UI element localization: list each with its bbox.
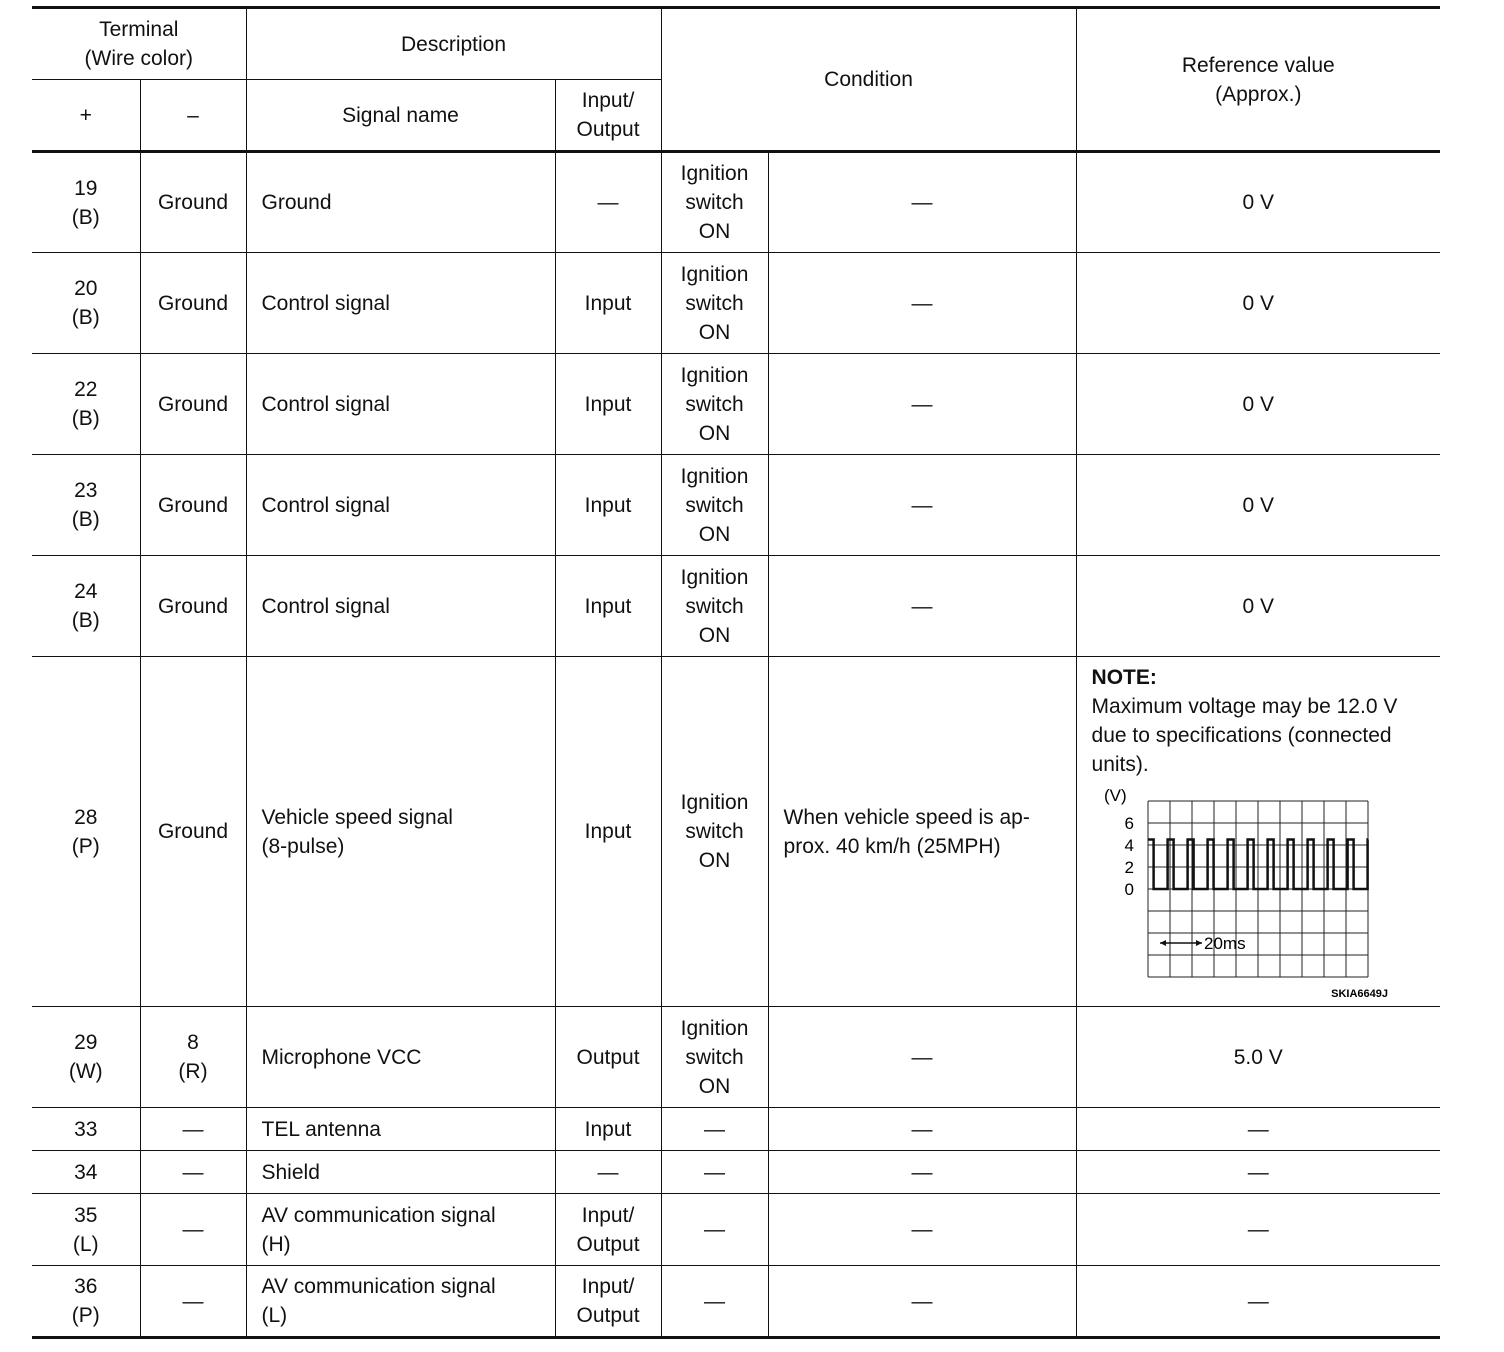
terminal-plus: 23 (B) — [32, 455, 140, 556]
signal-name: TEL antenna — [246, 1108, 555, 1151]
terminal-plus: 33 — [32, 1108, 140, 1151]
input-output: Input — [555, 1108, 661, 1151]
terminal-minus: Ground — [140, 657, 246, 1007]
signal-name: AV communication signal (H) — [246, 1194, 555, 1266]
signal-name: Ground — [246, 152, 555, 253]
reference-value: 0 V — [1076, 455, 1440, 556]
terminal-minus: Ground — [140, 455, 246, 556]
terminal-plus: 36 (P) — [32, 1266, 140, 1338]
reference-value: — — [1076, 1151, 1440, 1194]
reference-value: 0 V — [1076, 253, 1440, 354]
condition-switch: — — [661, 1266, 768, 1338]
waveform-figure — [1092, 785, 1392, 1005]
terminal-plus: 19 (B) — [32, 152, 140, 253]
input-output: Input — [555, 354, 661, 455]
signal-name: Microphone VCC — [246, 1007, 555, 1108]
signal-name: Shield — [246, 1151, 555, 1194]
reference-value: 0 V — [1076, 556, 1440, 657]
terminal-minus: Ground — [140, 354, 246, 455]
signal-name: Control signal — [246, 455, 555, 556]
input-output: — — [555, 152, 661, 253]
arrow-left-icon — [1160, 940, 1166, 946]
input-output: Input — [555, 556, 661, 657]
terminal-minus: Ground — [140, 253, 246, 354]
waveform-y-tick: 4 — [1124, 836, 1134, 855]
header-condition: Condition — [661, 8, 1076, 152]
reference-value: — — [1076, 1108, 1440, 1151]
terminal-plus: 29 (W) — [32, 1007, 140, 1108]
header-minus: – — [140, 80, 246, 152]
note-title: NOTE: — [1091, 666, 1157, 689]
condition-switch: Ignition switch ON — [661, 354, 768, 455]
input-output: Input — [555, 455, 661, 556]
input-output: Input — [555, 253, 661, 354]
condition-detail: — — [768, 556, 1076, 657]
signal-name: Vehicle speed signal (8-pulse) — [246, 657, 555, 1007]
terminal-reference-table — [32, 6, 1440, 1339]
table-row — [32, 354, 1440, 455]
input-output: — — [555, 1151, 661, 1194]
table-row — [32, 455, 1440, 556]
header-plus: + — [32, 80, 140, 152]
signal-name: AV communication signal (L) — [246, 1266, 555, 1338]
condition-detail: — — [768, 253, 1076, 354]
terminal-plus: 35 (L) — [32, 1194, 140, 1266]
terminal-plus: 22 (B) — [32, 354, 140, 455]
terminal-minus: — — [140, 1266, 246, 1338]
condition-detail: — — [768, 455, 1076, 556]
condition-detail: — — [768, 1108, 1076, 1151]
table-row — [32, 1108, 1440, 1151]
input-output: Output — [555, 1007, 661, 1108]
condition-detail: — — [768, 1151, 1076, 1194]
condition-detail: — — [768, 1194, 1076, 1266]
waveform-y-tick: 2 — [1124, 858, 1134, 877]
table-row — [32, 657, 1440, 1007]
time-span-label: 20ms — [1203, 934, 1246, 953]
reference-value: — — [1076, 1194, 1440, 1266]
header-description: Description — [246, 8, 661, 80]
reference-note-cell — [1076, 657, 1440, 1007]
condition-switch: Ignition switch ON — [661, 556, 768, 657]
condition-detail: — — [768, 1007, 1076, 1108]
condition-switch: Ignition switch ON — [661, 1007, 768, 1108]
condition-detail: — — [768, 152, 1076, 253]
header-reference-value: Reference value (Approx.) — [1076, 8, 1440, 152]
terminal-minus: — — [140, 1194, 246, 1266]
condition-switch: Ignition switch ON — [661, 253, 768, 354]
terminal-plus: 34 — [32, 1151, 140, 1194]
condition-detail: — — [768, 1266, 1076, 1338]
condition-switch: — — [661, 1194, 768, 1266]
reference-value: 0 V — [1076, 152, 1440, 253]
figure-id: SKIA6649J — [1330, 988, 1388, 1000]
terminal-plus: 24 (B) — [32, 556, 140, 657]
condition-switch: Ignition switch ON — [661, 455, 768, 556]
condition-detail: When vehicle speed is ap- prox. 40 km/h (25MPH) — [768, 657, 1076, 1007]
waveform-y-tick: 6 — [1124, 814, 1134, 833]
note-body: Maximum voltage may be 12.0 V due to specifications (connected units). — [1091, 695, 1398, 776]
reference-value: 0 V — [1076, 354, 1440, 455]
condition-switch: Ignition switch ON — [661, 657, 768, 1007]
input-output: Input/ Output — [555, 1266, 661, 1338]
reference-value: — — [1076, 1266, 1440, 1338]
input-output: Input — [555, 657, 661, 1007]
condition-detail: — — [768, 354, 1076, 455]
waveform-unit-label: (V) — [1103, 786, 1127, 805]
condition-switch: — — [661, 1151, 768, 1194]
terminal-plus: 20 (B) — [32, 253, 140, 354]
arrow-right-icon — [1196, 940, 1202, 946]
table-row — [32, 1266, 1440, 1338]
reference-value: 5.0 V — [1076, 1007, 1440, 1108]
input-output: Input/ Output — [555, 1194, 661, 1266]
header-signal-name: Signal name — [246, 80, 555, 152]
table-row — [32, 1194, 1440, 1266]
signal-name: Control signal — [246, 556, 555, 657]
condition-switch: — — [661, 1108, 768, 1151]
table-row — [32, 556, 1440, 657]
table-row — [32, 253, 1440, 354]
signal-name: Control signal — [246, 354, 555, 455]
terminal-minus: 8 (R) — [140, 1007, 246, 1108]
table-row — [32, 1151, 1440, 1194]
terminal-minus: — — [140, 1151, 246, 1194]
header-input-output: Input/ Output — [555, 80, 661, 152]
terminal-plus: 28 (P) — [32, 657, 140, 1007]
waveform-y-tick: 0 — [1124, 880, 1134, 899]
table-row — [32, 1007, 1440, 1108]
header-terminal: Terminal (Wire color) — [32, 8, 246, 80]
condition-switch: Ignition switch ON — [661, 152, 768, 253]
terminal-table-container — [32, 6, 1440, 1339]
terminal-minus: Ground — [140, 152, 246, 253]
table-row — [32, 152, 1440, 253]
waveform-graph — [1092, 785, 1392, 1001]
terminal-minus: Ground — [140, 556, 246, 657]
signal-name: Control signal — [246, 253, 555, 354]
terminal-minus: — — [140, 1108, 246, 1151]
